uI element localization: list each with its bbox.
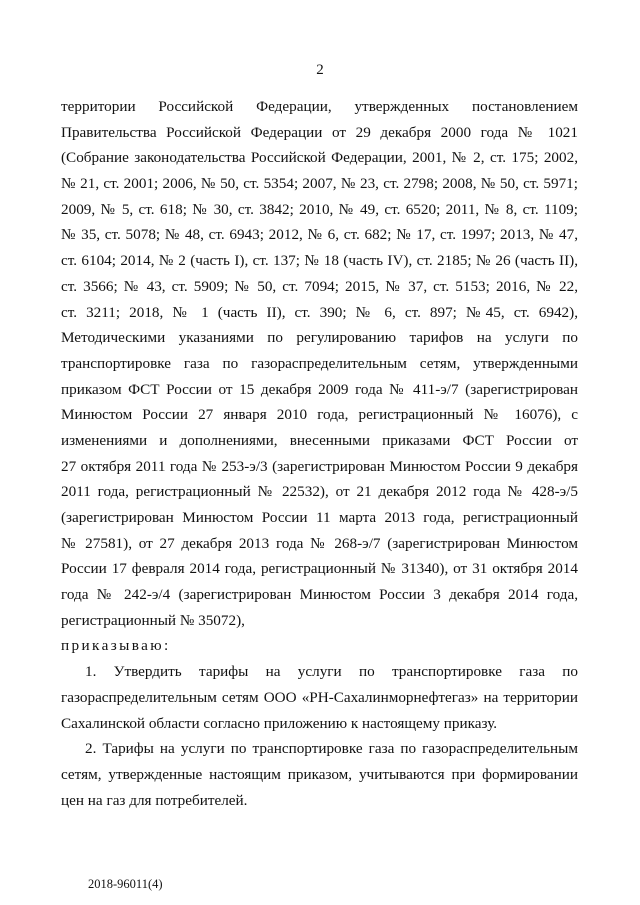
item-1-line: Сахалинской области согласно приложению к настоящему приказу. [61,714,498,732]
text-line: изменениями и дополнениями, внесенными приказами ФСТ России от [61,431,578,449]
item-1-line: 1. Утвердить тарифы на услуги по транспортировке газа по [85,663,578,681]
text-line: регистрационный № 35072), [61,611,245,629]
order-word: приказываю: [61,637,171,655]
text-line: 2009, № 5, ст. 618; № 30, ст. 3842; 2010, № 49, ст. 6520; 2011, № 8, ст. 1109; [61,200,578,218]
item-1-line: газораспределительным сетям ООО «РН-Сахалинморнефтегаз» на территории [61,688,578,706]
document-code: 2018-96011(4) [88,877,163,891]
text-line: ст. 3211; 2018, № 1 (часть II), ст. 390; № 6, ст. 897; №45, ст. 6942), [61,303,578,321]
page-number: 2 [316,62,324,78]
text-line: 2011 года, регистрационный № 22532), от 21 декабря 2012 года № 428-э/5 [61,483,578,501]
text-line: приказом ФСТ России от 15 декабря 2009 года № 411-э/7 (зарегистрирован [61,380,578,398]
item-2-line: 2. Тарифы на услуги по транспортировке газа по газораспределительным [85,740,578,758]
text-line: Минюстом России 27 января 2010 года, регистрационный № 16076), с [61,406,578,424]
text-line: (зарегистрирован Минюстом России 11 марта 2013 года, регистрационный [61,509,578,526]
item-2-line: цен на газ для потребителей. [61,791,248,809]
text-line: 27 октября 2011 года № 253-э/3 (зарегистрирован Минюстом России 9 декабря [61,457,578,475]
text-line: территории Российской Федерации, утвержденных постановлением [61,98,578,115]
text-line: года № 242-э/4 (зарегистрирован Минюстом России 3 декабря 2014 года, [61,586,578,604]
text-line: Правительства Российской Федерации от 29 декабря 2000 года № 1021 [61,123,578,141]
item-2-line: сетям, утвержденные настоящим приказом, учитываются при формировании [61,765,578,783]
text-line: № 21, ст. 2001; 2006, № 50, ст. 5354; 2007, № 23, ст. 2798; 2008, № 50, ст. 5971; [61,175,578,193]
text-line: транспортировке газа по газораспределительным сетям, утвержденными [61,354,578,372]
text-line: (Собрание законодательства Российской Федерации, 2001, № 2, ст. 175; 2002, [61,149,578,167]
text-line: ст. 6104; 2014, № 2 (часть I), ст. 137; № 18 (часть IV), ст. 2185; № 26 (часть II), [61,252,578,270]
text-line: ст. 3566; № 43, ст. 5909; № 50, ст. 7094; 2015, № 37, ст. 5153; 2016, № 22, [61,277,578,295]
text-line: № 27581), от 27 декабря 2013 года № 268-э/7 (зарегистрирован Минюстом [61,534,578,552]
text-line: Методическими указаниями по регулированию тарифов на услуги по [61,329,578,347]
text-line: России 17 февраля 2014 года, регистрационный № 31340), от 31 октября 2014 [61,560,578,578]
document-body [61,94,578,813]
text-line: № 35, ст. 5078; № 48, ст. 6943; 2012, № 6, ст. 682; № 17, ст. 1997; 2013, № 47, [61,226,578,244]
